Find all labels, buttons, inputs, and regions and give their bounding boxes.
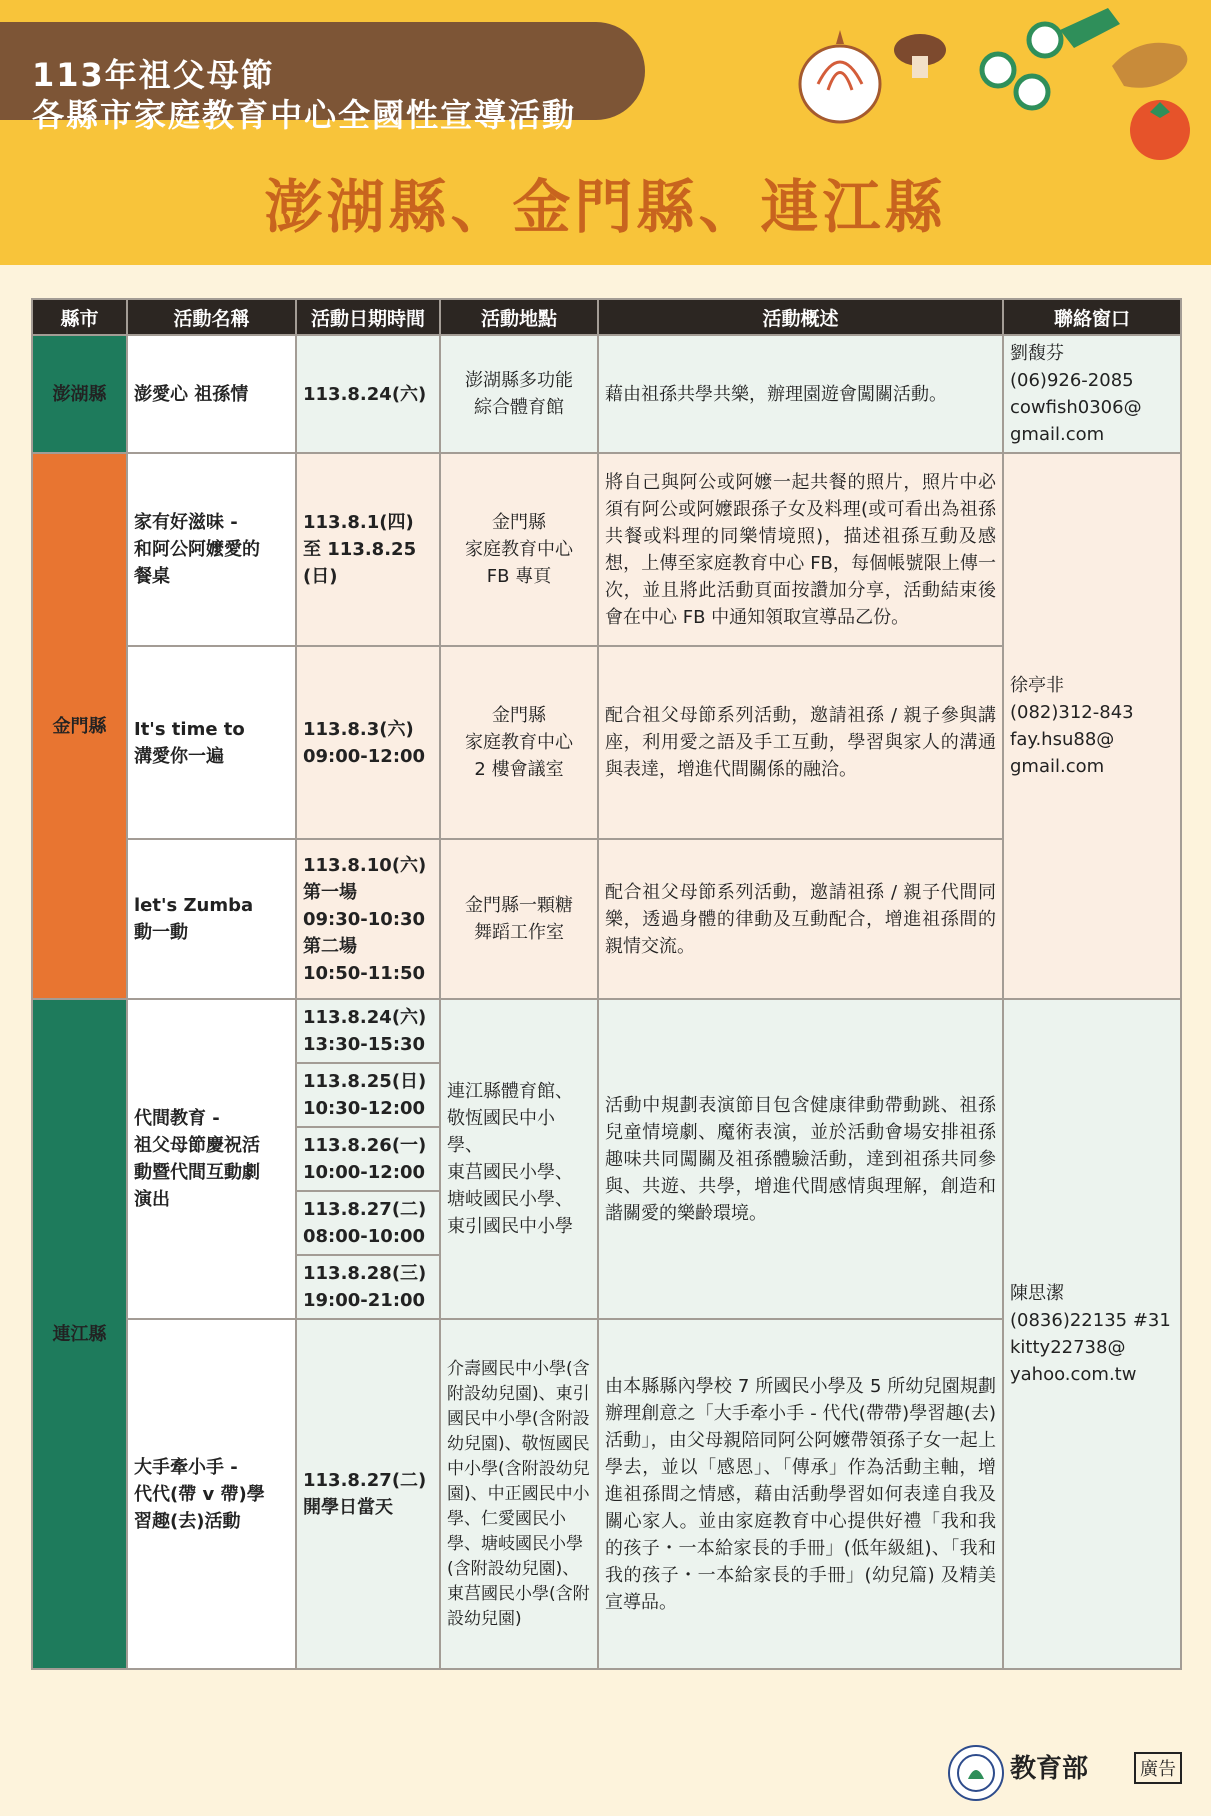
activity-name: 代間教育 - 祖父母節慶祝活 動暨代間互動劇 演出 — [127, 999, 296, 1319]
ginger-icon — [1112, 43, 1187, 88]
activity-venue: 介壽國民中小學(含附設幼兒園)、東引國民中小學(含附設幼兒園)、敬恆國民中小學(含附設幼兒園)、中正國民中小學、仁愛國民小學、塘岐國民小學(含附設幼兒園)、東莒國民小學(含附設幼兒園) — [440, 1319, 598, 1669]
subtitle-banner — [0, 22, 645, 134]
activity-venue: 連江縣體育館、 敬恆國民中小 學、 東莒國民小學、 塘岐國民小學、 東引國民中小學 — [440, 999, 598, 1319]
county-cell-lianjiang: 連江縣 — [32, 999, 127, 1669]
activity-venue: 金門縣一顆糖 舞蹈工作室 — [440, 839, 598, 999]
tomato-icon — [1130, 100, 1190, 160]
header-county: 縣市 — [32, 299, 127, 335]
activity-date: 113.8.24(六) — [296, 335, 440, 453]
county-cell-kinmen: 金門縣 — [32, 453, 127, 999]
activity-date: 113.8.10(六) 第一場 09:30-10:30 第二場 10:50-11:50 — [296, 839, 440, 999]
header-activity-name: 活動名稱 — [127, 299, 296, 335]
header-date-time: 活動日期時間 — [296, 299, 440, 335]
activity-date: 113.8.24(六) 13:30-15:30 — [296, 999, 440, 1063]
activity-description: 由本縣縣內學校 7 所國民小學及 5 所幼兒園規劃辦理創意之「大手牽小手 - 代代(帶帶)學習趣(去)活動」，由父母親陪同阿公阿嬤帶領孫子女一起上學去，並以「感恩」、「傳承」作為活動主軸，增進祖孫間之情感，藉由活動學習如何表達自我及關心家人。並由家庭教育中心提供好禮「我和我的孩子・一本給家長的手冊」(低年級組)、「我和我的孩子・一本給家長的手冊」(幼兒篇) 及精美宣導品。 — [598, 1319, 1003, 1669]
activity-name: 大手牽小手 - 代代(帶 v 帶)學 習趣(去)活動 — [127, 1319, 296, 1669]
onion-icon — [800, 30, 880, 122]
header-description: 活動概述 — [598, 299, 1003, 335]
activity-date: 113.8.27(二) 開學日當天 — [296, 1319, 440, 1669]
activity-description: 藉由祖孫共學共樂，辦理園遊會闖關活動。 — [598, 335, 1003, 453]
activity-date: 113.8.1(四) 至 113.8.25 (日) — [296, 453, 440, 646]
activity-date: 113.8.28(三) 19:00-21:00 — [296, 1255, 440, 1319]
table-row — [32, 453, 1181, 646]
activity-date: 113.8.3(六) 09:00-12:00 — [296, 646, 440, 839]
activity-venue: 金門縣 家庭教育中心 2 樓會議室 — [440, 646, 598, 839]
contact-window: 徐亭非 (082)312-843 fay.hsu88@ gmail.com — [1003, 453, 1181, 999]
activity-name: let's Zumba 動一動 — [127, 839, 296, 999]
cucumber-slices-icon — [982, 8, 1120, 108]
table-row — [32, 999, 1181, 1063]
ministry-of-education-logo-icon — [948, 1745, 1004, 1801]
county-cell-penghu: 澎湖縣 — [32, 335, 127, 453]
activity-description: 配合祖父母節系列活動，邀請祖孫 / 親子代間同樂，透過身體的律動及互動配合，增進祖孫間的親情交流。 — [598, 839, 1003, 999]
activity-name: 家有好滋味 - 和阿公阿嬤愛的 餐桌 — [127, 453, 296, 646]
activity-description: 將自己與阿公或阿嬤一起共餐的照片，照片中必須有阿公或阿嬤跟孫子女及料理(或可看出為祖孫共餐或料理的同樂情境照)，描述祖孫互動及感想，上傳至家庭教育中心 FB，每個帳號限上傳一次，並且將此活動頁面按讚加分享，活動結束後會在中心 FB 中通知領取宣導品乙份。 — [598, 453, 1003, 646]
header-band — [0, 0, 1211, 265]
ministry-name: 教育部 — [1010, 1754, 1089, 1784]
activity-date: 113.8.26(一) 10:00-12:00 — [296, 1127, 440, 1191]
contact-window: 陳思潔 (0836)22135 #31 kitty22738@ yahoo.com.tw — [1003, 999, 1181, 1669]
table-header-row — [32, 299, 1181, 335]
subtitle-line-2: 各縣市家庭教育中心全國性宣導活動 — [32, 96, 577, 134]
ad-label: 廣告 — [1134, 1752, 1182, 1784]
contact-window: 劉馥芬 (06)926-2085 cowfish0306@ gmail.com — [1003, 335, 1181, 453]
activity-venue: 澎湖縣多功能 綜合體育館 — [440, 335, 598, 453]
header-venue: 活動地點 — [440, 299, 598, 335]
header-contact: 聯絡窗口 — [1003, 299, 1181, 335]
activity-date: 113.8.25(日) 10:30-12:00 — [296, 1063, 440, 1127]
activity-name: 澎愛心 祖孫情 — [127, 335, 296, 453]
activity-table — [31, 298, 1182, 1670]
table-row — [32, 335, 1181, 453]
page-title: 澎湖縣、金門縣、連江縣 — [264, 173, 947, 241]
vegetable-illustration-icon — [740, 0, 1200, 180]
activity-date: 113.8.27(二) 08:00-10:00 — [296, 1191, 440, 1255]
mushroom-icon — [894, 34, 946, 78]
activity-description: 活動中規劃表演節目包含健康律動帶動跳、祖孫兒童情境劇、魔術表演，並於活動會場安排祖孫趣味共同闖關及祖孫體驗活動，達到祖孫共同參與、共遊、共學，增進代間感情與理解，創造和諧關愛的樂齡環境。 — [598, 999, 1003, 1319]
subtitle-line-1: 113年祖父母節 — [32, 56, 275, 94]
activity-name: It's time to 溝愛你一遍 — [127, 646, 296, 839]
activity-venue: 金門縣 家庭教育中心 FB 專頁 — [440, 453, 598, 646]
activity-description: 配合祖父母節系列活動，邀請祖孫 / 親子參與講座，利用愛之語及手工互動，學習與家人的溝通與表達，增進代間關係的融洽。 — [598, 646, 1003, 839]
